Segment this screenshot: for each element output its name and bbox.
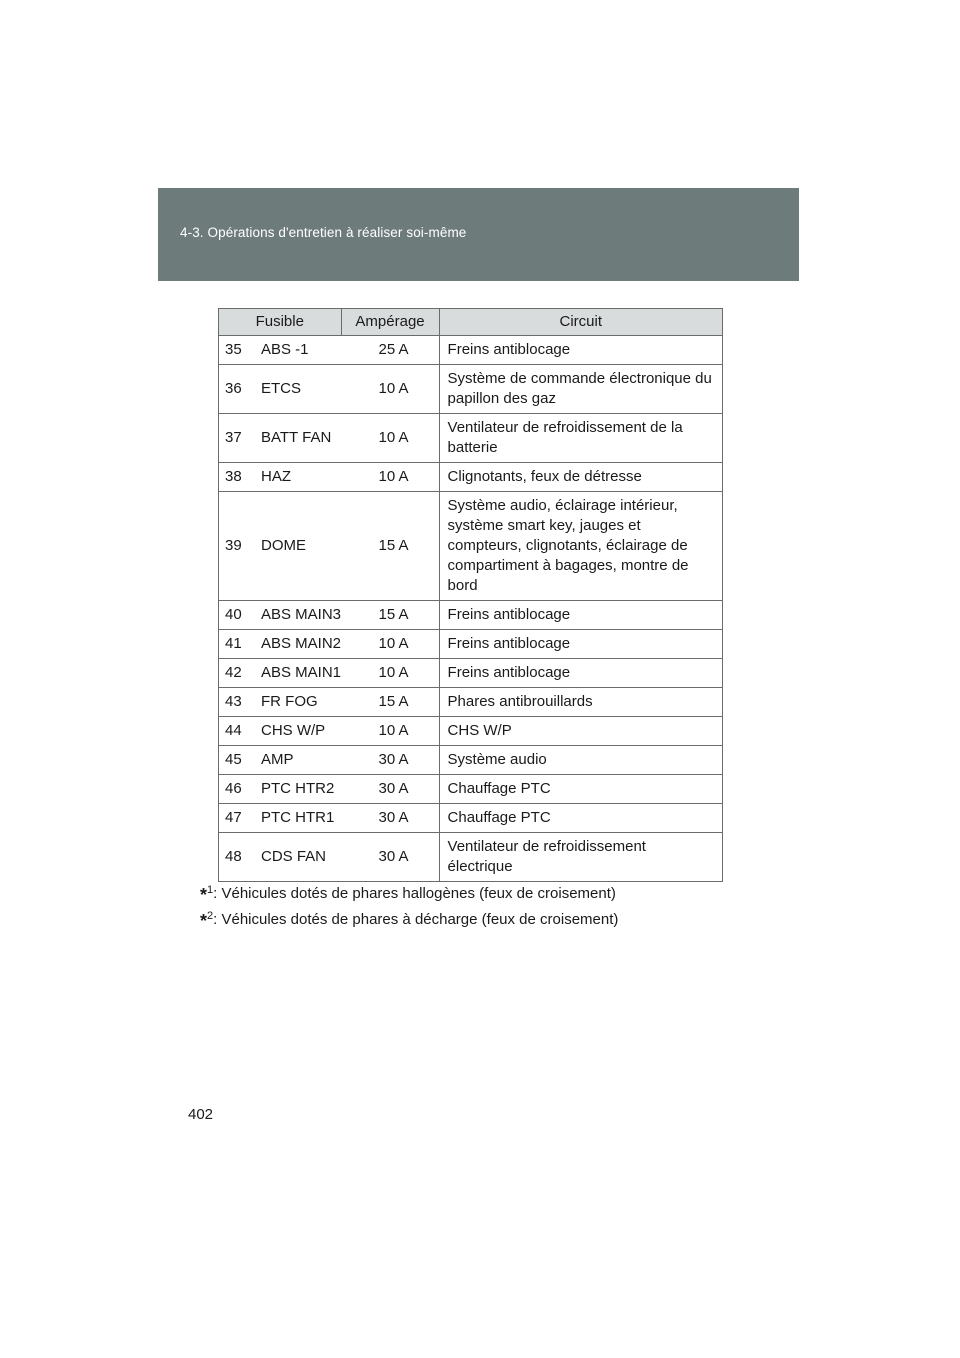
fuse-cell <box>219 630 342 659</box>
fuse-number: 43 <box>225 693 242 710</box>
circuit-cell: Système audio <box>439 746 722 775</box>
footnote-number: 1 <box>207 884 214 896</box>
fuse-cell <box>219 365 342 414</box>
fuse-name: ABS MAIN2 <box>261 635 342 652</box>
fuse-number: 42 <box>225 664 242 681</box>
fuse-number: 35 <box>225 341 242 358</box>
table-row <box>219 630 723 659</box>
table-row <box>219 414 723 463</box>
fuse-cell <box>219 336 342 365</box>
amperage-cell: 10 A <box>341 659 439 688</box>
amperage-cell: 25 A <box>341 336 439 365</box>
asterisk-mark: * <box>200 911 208 931</box>
fuse-number: 48 <box>225 848 242 865</box>
circuit-cell: Chauffage PTC <box>439 775 722 804</box>
fuse-cell <box>219 833 342 882</box>
fuse-name: BATT FAN <box>261 429 332 446</box>
column-header-fuse: Fusible <box>219 309 342 336</box>
fuse-table <box>218 308 723 882</box>
fuse-number: 39 <box>225 537 242 554</box>
table-row <box>219 717 723 746</box>
section-title: 4-3. Opérations d'entretien à réaliser soi-même <box>180 225 467 240</box>
table-row <box>219 688 723 717</box>
fuse-name: ABS MAIN3 <box>261 606 342 623</box>
amperage-cell: 15 A <box>341 601 439 630</box>
fuse-cell <box>219 688 342 717</box>
footnote <box>200 880 618 906</box>
table-row <box>219 601 723 630</box>
circuit-cell: Système audio, éclairage intérieur, système smart key, jauges et compteurs, clignotants, éclairage de compartiment à bagages, montre de bord <box>439 492 722 601</box>
circuit-cell: Freins antiblocage <box>439 630 722 659</box>
fuse-number: 41 <box>225 635 242 652</box>
circuit-cell: Phares antibrouillards <box>439 688 722 717</box>
fuse-name: PTC HTR1 <box>261 809 335 826</box>
circuit-cell: Système de commande électronique du papillon des gaz <box>439 365 722 414</box>
amperage-cell: 10 A <box>341 463 439 492</box>
table-header-row <box>219 309 723 336</box>
circuit-cell: Ventilateur de refroidissement de la batterie <box>439 414 722 463</box>
fuse-cell <box>219 463 342 492</box>
table-row <box>219 746 723 775</box>
fuse-name: HAZ <box>261 468 291 485</box>
fuse-cell <box>219 804 342 833</box>
fuse-number: 44 <box>225 722 242 739</box>
circuit-cell: Chauffage PTC <box>439 804 722 833</box>
table-body <box>219 336 723 882</box>
amperage-cell: 30 A <box>341 833 439 882</box>
table-row <box>219 463 723 492</box>
circuit-cell: Ventilateur de refroidissement électrique <box>439 833 722 882</box>
fuse-name: ETCS <box>261 380 302 397</box>
footnotes <box>200 880 618 932</box>
fuse-number: 47 <box>225 809 242 826</box>
column-header-circuit: Circuit <box>439 309 722 336</box>
amperage-cell: 10 A <box>341 717 439 746</box>
amperage-cell: 10 A <box>341 414 439 463</box>
fuse-number: 38 <box>225 468 242 485</box>
fuse-number: 36 <box>225 380 242 397</box>
page-number: 402 <box>188 1106 214 1123</box>
amperage-cell: 30 A <box>341 775 439 804</box>
table-row <box>219 336 723 365</box>
fuse-name: ABS -1 <box>261 341 309 358</box>
table-row <box>219 833 723 882</box>
fuse-cell <box>219 659 342 688</box>
fuse-name: CHS W/P <box>261 722 326 739</box>
table-row <box>219 804 723 833</box>
table-row <box>219 365 723 414</box>
amperage-cell: 30 A <box>341 746 439 775</box>
footnote <box>200 906 618 932</box>
fuse-number: 45 <box>225 751 242 768</box>
table-row <box>219 492 723 601</box>
circuit-cell: Clignotants, feux de détresse <box>439 463 722 492</box>
circuit-cell: Freins antiblocage <box>439 659 722 688</box>
amperage-cell: 15 A <box>341 688 439 717</box>
fuse-name: AMP <box>261 751 294 768</box>
fuse-number: 37 <box>225 429 242 446</box>
footnote-text: : Véhicules dotés de phares à décharge (feux de croisement) <box>213 911 619 928</box>
amperage-cell: 30 A <box>341 804 439 833</box>
fuse-cell <box>219 746 342 775</box>
column-header-amperage: Ampérage <box>341 309 439 336</box>
fuse-cell <box>219 492 342 601</box>
section-header <box>158 188 799 281</box>
fuse-number: 40 <box>225 606 242 623</box>
asterisk-mark: * <box>200 885 208 905</box>
amperage-cell: 15 A <box>341 492 439 601</box>
fuse-cell <box>219 414 342 463</box>
fuse-name: PTC HTR2 <box>261 780 335 797</box>
fuse-name: CDS FAN <box>261 848 327 865</box>
fuse-cell <box>219 601 342 630</box>
table-row <box>219 659 723 688</box>
fuse-cell <box>219 717 342 746</box>
amperage-cell: 10 A <box>341 630 439 659</box>
table-row <box>219 775 723 804</box>
circuit-cell: Freins antiblocage <box>439 336 722 365</box>
footnote-text: : Véhicules dotés de phares hallogènes (feux de croisement) <box>213 885 616 902</box>
fuse-number: 46 <box>225 780 242 797</box>
amperage-cell: 10 A <box>341 365 439 414</box>
fuse-name: DOME <box>261 537 306 554</box>
fuse-name: FR FOG <box>261 693 318 710</box>
circuit-cell: Freins antiblocage <box>439 601 722 630</box>
circuit-cell: CHS W/P <box>439 717 722 746</box>
footnote-number: 2 <box>207 910 214 922</box>
fuse-name: ABS MAIN1 <box>261 664 342 681</box>
fuse-cell <box>219 775 342 804</box>
